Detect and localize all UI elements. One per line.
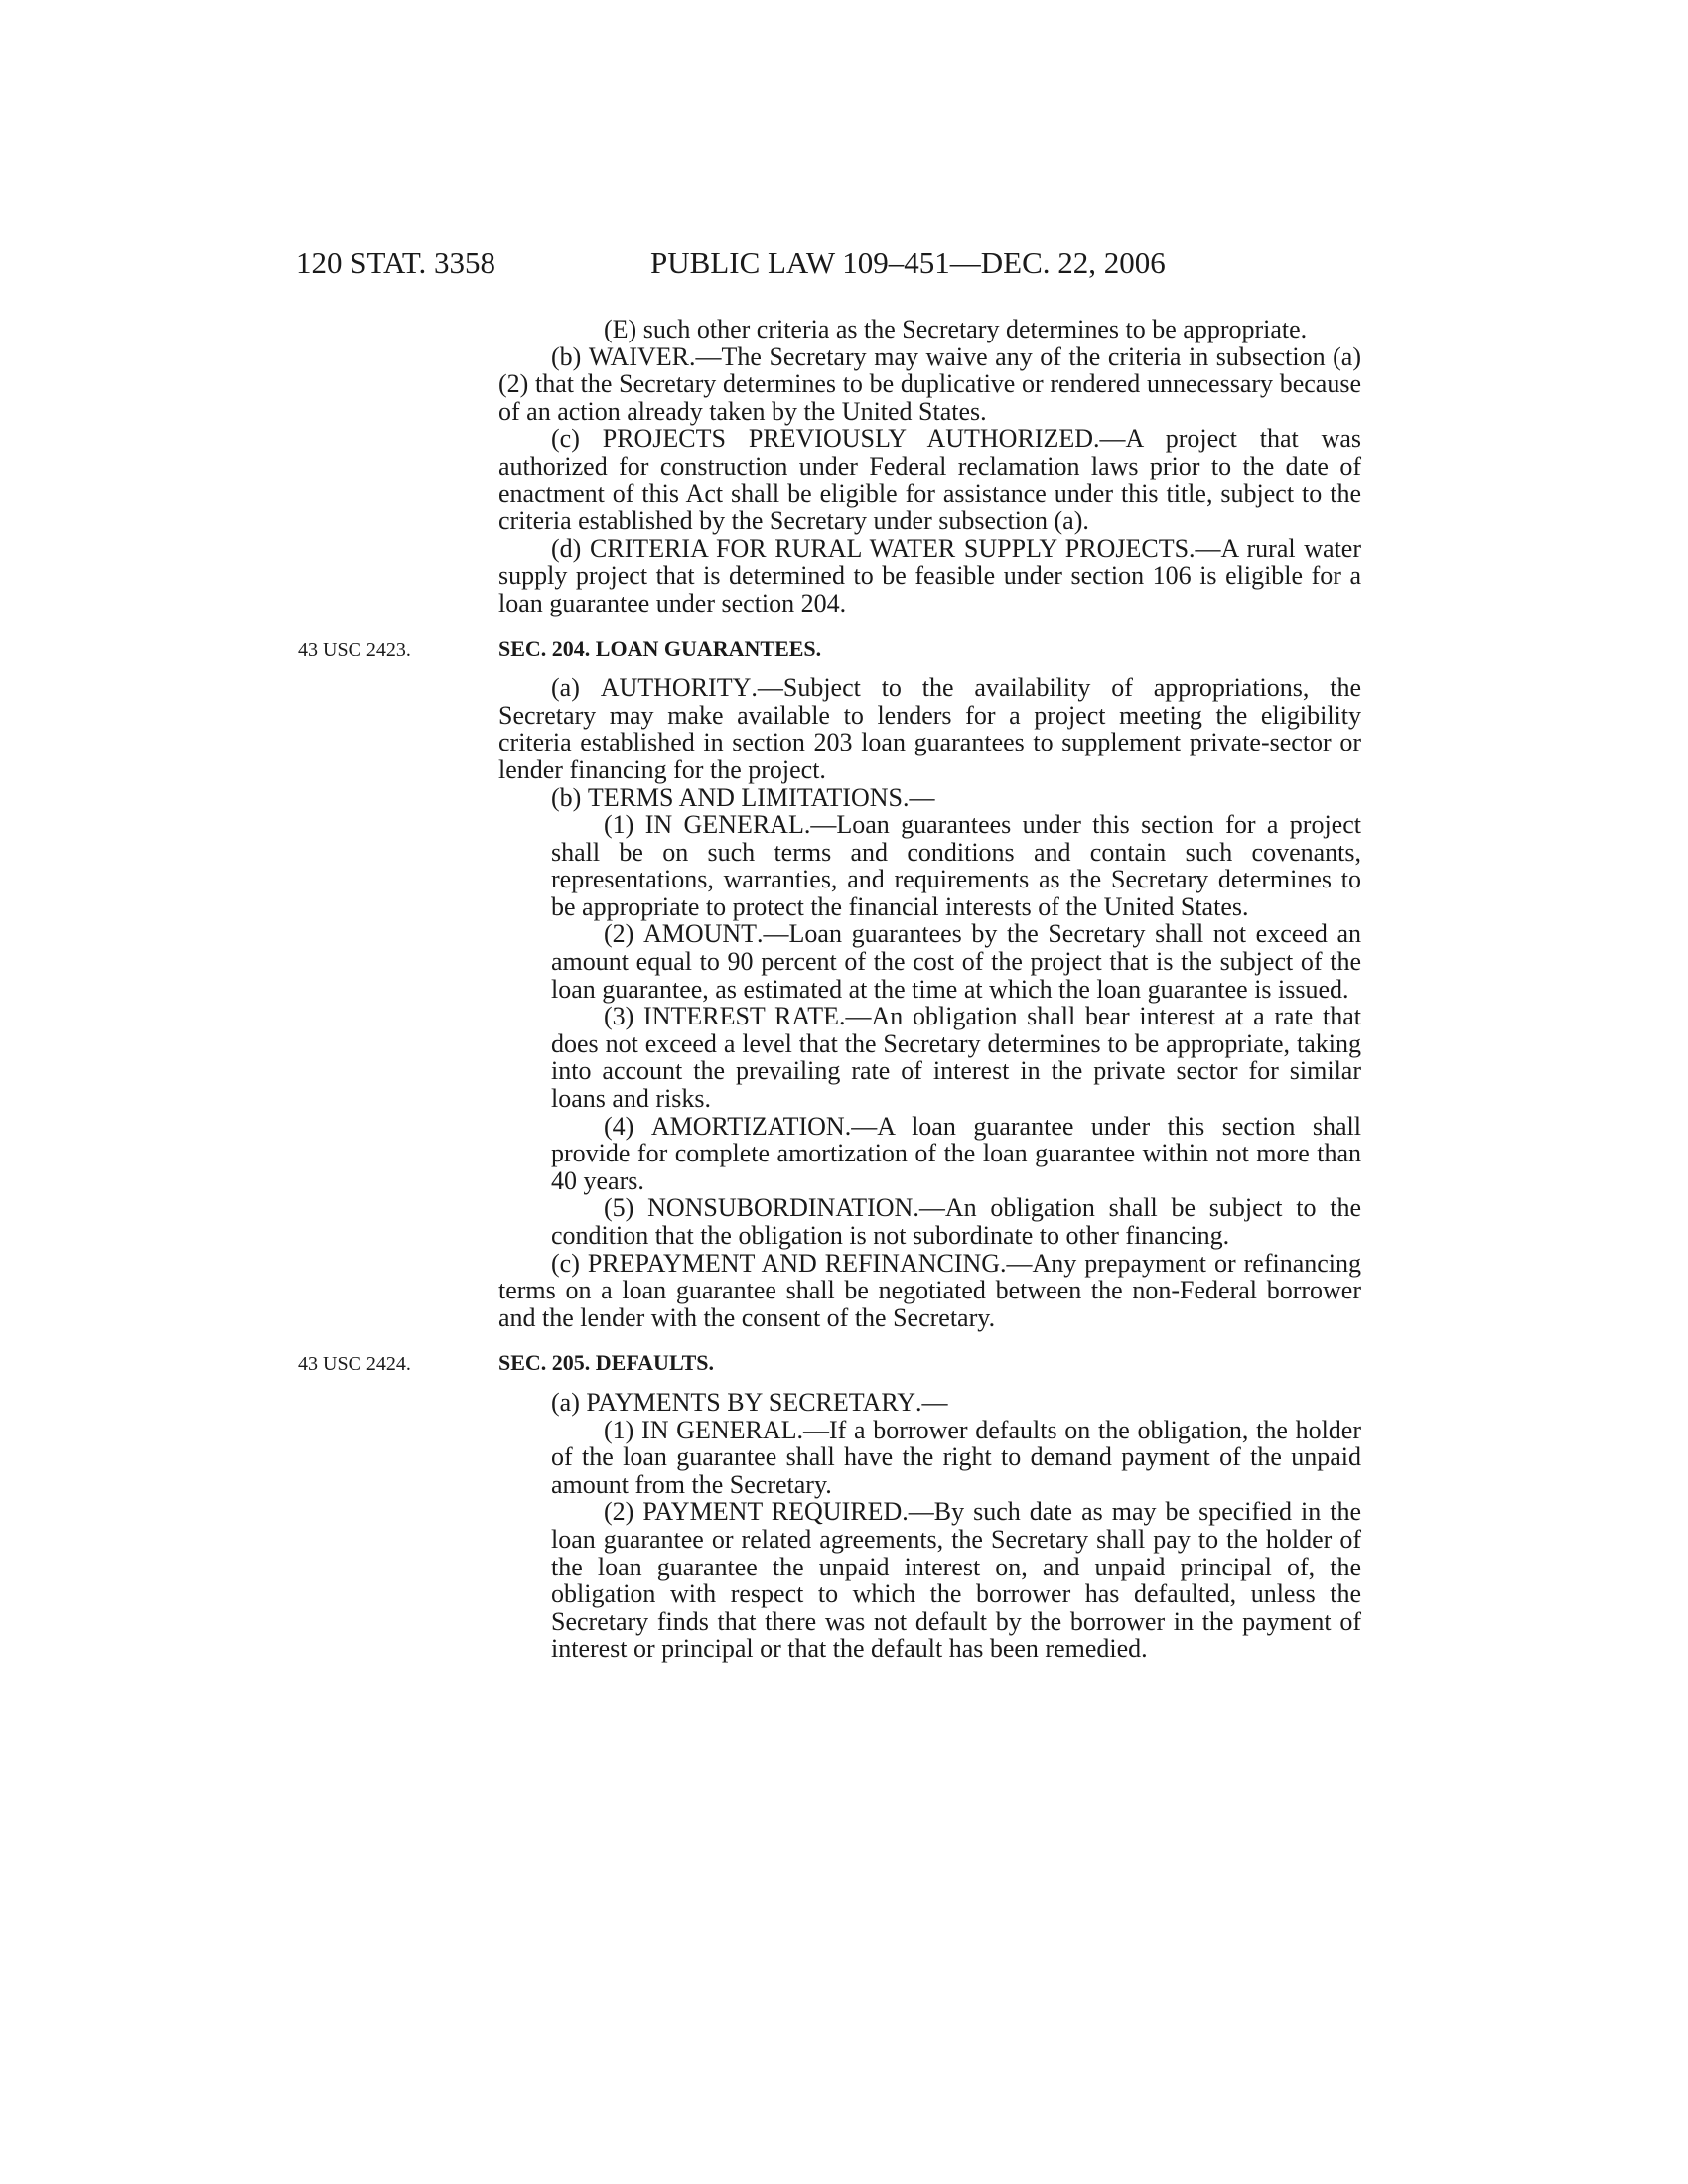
sec204-para-b5: (5) NONSUBORDINATION.—An obligation shall be subject to the condition that the obligation is not subordinate to other financing.	[551, 1193, 1361, 1250]
para-c-projects: (c) PROJECTS PREVIOUSLY AUTHORIZED.—A project that was authorized for construction under Federal reclamation laws prior to the date of enactment of this Act shall be eligible for assistance under this title, subject to the criteria established by the Secretary under subsection (a).	[498, 424, 1362, 536]
section-205-heading-row	[298, 1349, 1361, 1377]
statute-page-number: 120 STAT. 3358	[296, 245, 496, 280]
sec204-para-b3: (3) INTEREST RATE.—An obligation shall bear interest at a rate that does not exceed a level that the Secretary determines to be appropriate, taking into account the prevailing rate of interest in the private sector for similar loans and risks.	[551, 1002, 1361, 1114]
sec205-para-a: (a) PAYMENTS BY SECRETARY.—	[551, 1387, 948, 1417]
sec205-a1-text: If a borrower defaults on the obligation, the holder of the loan guarantee shall have the right to demand payment of the unpaid amount from the Secretary.	[551, 1415, 1361, 1499]
para-c-text: A project that was authorized for construction under Federal reclamation laws prior to the date of enactment of this Act shall be eligible for assistance under this title, subject to the criteria established by the Secretary under subsection (a).	[498, 424, 1362, 536]
para-d-text: A rural water supply project that is determined to be feasible under section 106 is eligible for a loan guarantee under section 204.	[498, 533, 1361, 617]
para-b-text: The Secretary may waive any of the criteria in subsection (a)(2) that the Secretary determines to be duplicative or rendered unnecessary because of an action already taken by the United States.	[498, 341, 1361, 426]
page-header	[0, 245, 1688, 285]
sec204-b1-text: Loan guarantees under this section for a project shall be on such terms and conditions and contain such covenants, representations, warranties, and requirements as the Secretary determines to be appropriate to protect the financial interests of the United States.	[551, 810, 1361, 921]
sec204-c-text: Any prepayment or refinancing terms on a loan guarantee shall be negotiated between the non-Federal borrower and the lender with the consent of the Secretary.	[498, 1248, 1362, 1332]
sec205-a1-heading: IN GENERAL	[641, 1415, 797, 1444]
sec205-a-heading: PAYMENTS BY SECRETARY	[586, 1387, 916, 1417]
sec205-para-a1: (1) IN GENERAL.—If a borrower defaults on the obligation, the holder of the loan guarantee shall have the right to demand payment of the unpaid amount from the Secretary.	[551, 1415, 1361, 1499]
sec204-b3-text: An obligation shall bear interest at a rate that does not exceed a level that the Secretary determines to be appropriate, taking into account the prevailing rate of interest in the private sector for similar loans and risks.	[551, 1002, 1361, 1114]
sec204-para-b1: (1) IN GENERAL.—Loan guarantees under this section for a project shall be on such terms and conditions and contain such covenants, representations, warranties, and requirements as the Secretary determines to be appropriate to protect the financial interests of the United States.	[551, 810, 1361, 921]
sec204-b5-heading: NONSUBORDINATION	[647, 1193, 914, 1223]
section-205-heading: SEC. 205. DEFAULTS.	[498, 1350, 715, 1376]
para-d-heading: CRITERIA FOR RURAL WATER SUPPLY PROJECTS	[589, 533, 1190, 563]
sec204-b-heading: TERMS AND LIMITATIONS	[587, 782, 903, 812]
para-b-waiver: (b) WAIVER.—The Secretary may waive any of the criteria in subsection (a)(2) that the Secretary determines to be duplicative or rendered unnecessary because of an action already taken by the United States.	[498, 341, 1361, 426]
sec204-a-text: Subject to the availability of appropriations, the Secretary may make available to lenders for a project meeting the eligibility criteria established in section 203 loan guarantees to supplement private-sector or lender financing for the project.	[498, 673, 1362, 784]
sec204-b1-heading: IN GENERAL	[644, 810, 804, 840]
sec205-para-a2: (2) PAYMENT REQUIRED.—By such date as may be specified in the loan guarantee or related agreements, the Secretary shall pay to the holder of the loan guarantee the unpaid interest on, and unpaid principal of, the obligation with respect to which the borrower has defaulted, unless the Secretary finds that there was not default by the borrower in the payment of interest or principal or that the default has been remedied.	[551, 1497, 1361, 1664]
sec204-b4-heading: AMORTIZATION	[650, 1111, 845, 1141]
sec204-a-heading: AUTHORITY	[600, 673, 752, 703]
sec204-para-b4: (4) AMORTIZATION.—A loan guarantee under this section shall provide for complete amortization of the loan guarantee within not more than 40 years.	[551, 1111, 1361, 1195]
sec204-b5-text: An obligation shall be subject to the condition that the obligation is not subordinate to other financing.	[551, 1193, 1361, 1250]
usc-citation-2423: 43 USC 2423.	[298, 638, 411, 661]
para-b-heading: WAIVER	[588, 341, 689, 371]
sec204-b2-text: Loan guarantees by the Secretary shall not exceed an amount equal to 90 percent of the cost of the project that is the subject of the loan guarantee, as estimated at the time at which the loan guarantee is issued.	[551, 919, 1361, 1004]
document-body	[298, 315, 1362, 1664]
para-E: (E) such other criteria as the Secretary determines to be appropriate.	[604, 315, 1308, 343]
sec204-para-b2: (2) AMOUNT.—Loan guarantees by the Secretary shall not exceed an amount equal to 90 percent of the cost of the project that is the subject of the loan guarantee, as estimated at the time at which the loan guarantee is issued.	[551, 919, 1361, 1004]
sec205-a2-heading: PAYMENT REQUIRED	[642, 1497, 903, 1527]
sec204-para-c: (c) PREPAYMENT AND REFINANCING.—Any prepayment or refinancing terms on a loan guarantee shall be negotiated between the non-Federal borrower and the lender with the consent of the Secretary.	[498, 1248, 1362, 1332]
sec205-a2-text: By such date as may be specified in the loan guarantee or related agreements, the Secretary shall pay to the holder of the loan guarantee the unpaid interest on, and unpaid principal of, the obligation with respect to which the borrower has defaulted, unless the Secretary finds that there was not default by the borrower in the payment of interest or principal or that the default has been remedied.	[551, 1497, 1361, 1664]
usc-citation-2424: 43 USC 2424.	[298, 1353, 411, 1376]
sec204-b3-heading: INTEREST RATE	[643, 1002, 840, 1031]
para-c-heading: PROJECTS PREVIOUSLY AUTHORIZED	[602, 424, 1093, 454]
running-head: PUBLIC LAW 109–451—DEC. 22, 2006	[650, 245, 1166, 280]
sec204-b4-text: A loan guarantee under this section shall provide for complete amortization of the loan guarantee within not more than 40 years.	[551, 1111, 1361, 1195]
section-204-heading: SEC. 204. LOAN GUARANTEES.	[498, 635, 822, 661]
sec204-c-heading: PREPAYMENT AND REFINANCING	[587, 1248, 1001, 1278]
sec204-para-a: (a) AUTHORITY.—Subject to the availability of appropriations, the Secretary may make available to lenders for a project meeting the eligibility criteria established in section 203 loan guarantees to supplement private-sector or lender financing for the project.	[498, 673, 1362, 784]
sec204-para-b: (b) TERMS AND LIMITATIONS.—	[551, 782, 935, 812]
section-204-heading-row	[298, 635, 1361, 663]
para-d-criteria: (d) CRITERIA FOR RURAL WATER SUPPLY PROJECTS.—A rural water supply project that is determined to be feasible under section 106 is eligible for a loan guarantee under section 204.	[498, 533, 1361, 617]
sec204-b2-heading: AMOUNT	[642, 919, 758, 949]
